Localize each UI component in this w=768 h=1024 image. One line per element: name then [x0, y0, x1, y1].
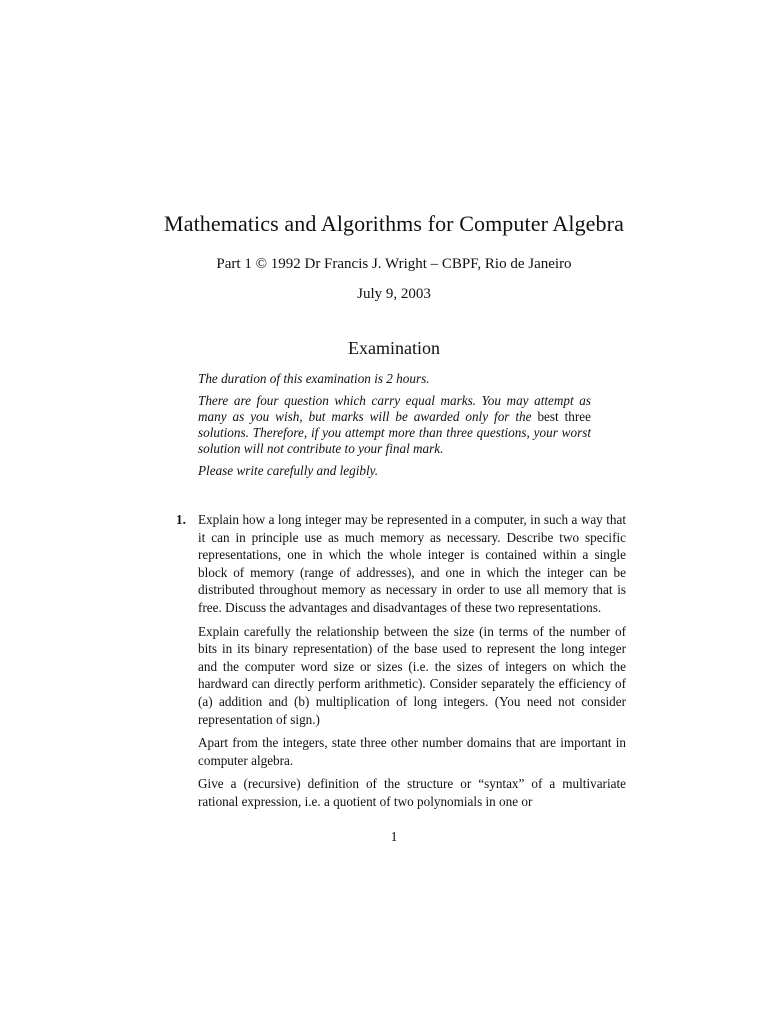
marks-instruction — [198, 393, 591, 457]
question-paragraph: Apart from the integers, state three other number domains that are important in computer algebra. — [198, 735, 626, 768]
marks-text-1: There are four question which carry equal marks. You may attempt as many as you wish, but marks will be awarded only for the — [198, 393, 591, 425]
exam-instructions — [198, 371, 591, 486]
question-list — [162, 511, 628, 817]
question-body — [198, 511, 626, 811]
marks-text-italic: solutions. — [198, 425, 249, 441]
question-item — [162, 511, 628, 811]
question-paragraph: Explain how a long integer may be represented in a computer, in such a way that it can in principle use as much memory as necessary. Describe two specific representations, one in which the whole integer is contained within a single block of memory (range of addresses), and one in which the integer can be distributed throughout memory as necessary in order to use all memory that is free. Discuss the advantages and disadvantages of these two representations. — [198, 512, 626, 615]
legibility-instruction: Please write carefully and legibly. — [198, 463, 379, 479]
document-title: Mathematics and Algorithms for Computer Algebra — [164, 211, 624, 236]
question-paragraph: Explain carefully the relationship between the size (in terms of the number of bits in its binary representation) of the base used to represent the long integer and the computer word size or sizes (i.e. the sizes of integers on which the hardward can directly perform arithmetic). Consider separately the efficiency of (a) addition and (b) multiplication of long integers. (You need not consider representation of sign.) — [198, 623, 626, 727]
author-line: Part 1 © 1992 Dr Francis J. Wright – CBPF, Rio de Janeiro — [216, 256, 572, 272]
document-date: July 9, 2003 — [357, 286, 431, 302]
question-paragraph: Give a (recursive) definition of the structure or “syntax” of a multivariate rational expression, i.e. a quotient of two polynomials in one or — [198, 776, 626, 809]
question-number: 1. — [176, 512, 186, 527]
duration-instruction: The duration of this examination is 2 hours. — [198, 371, 430, 386]
section-heading: Examination — [348, 338, 440, 358]
marks-text-3: Therefore, if you attempt more than three questions, your worst solution will not contribute to your final mark. — [198, 425, 591, 457]
page-number: 1 — [390, 829, 398, 844]
marks-emphasis-upright: best three — [537, 409, 591, 425]
